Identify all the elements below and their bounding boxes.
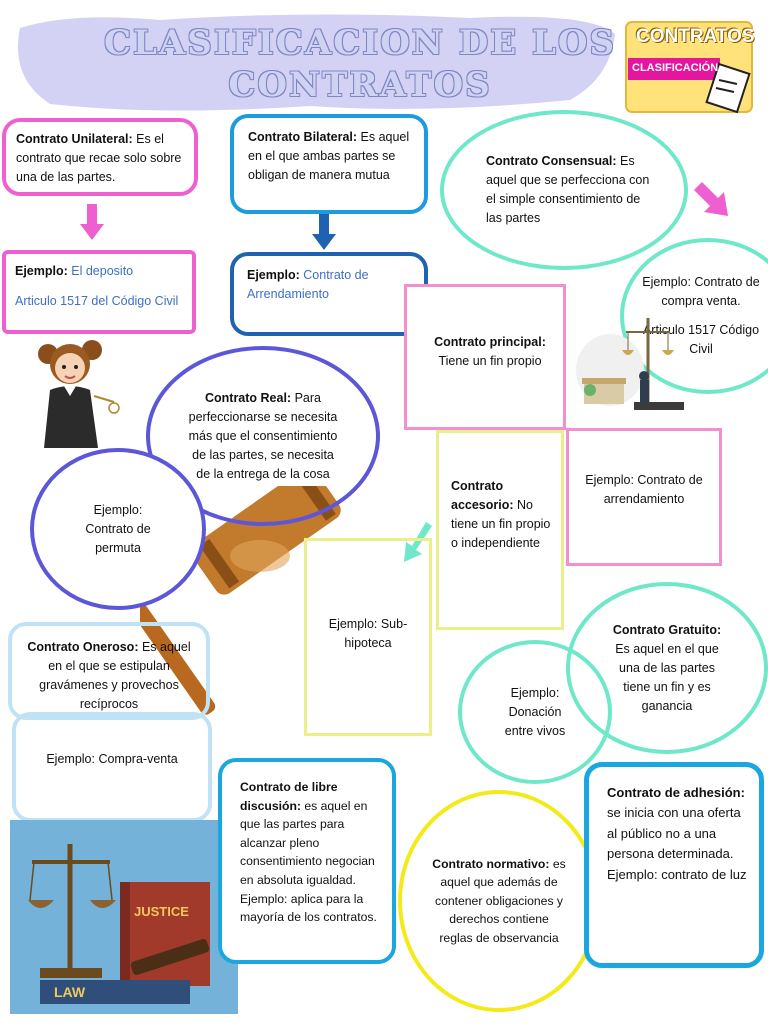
- unilateral-example-box: Ejemplo: El deposito Articulo 1517 del Código Civil: [2, 250, 196, 334]
- judge-girl-illustration: [34, 336, 124, 456]
- oneroso-box: Contrato Oneroso: Es aquel en el que se estipulan gravámenes y provechos recíprocos: [8, 622, 210, 720]
- bilateral-example-box: Ejemplo: Contrato de Arrendamiento: [230, 252, 428, 336]
- consensual-oval: Contrato Consensual: Es aquel que se perfecciona con el simple consentimiento de las partes: [440, 110, 688, 270]
- badge-top: CONTRATOS: [636, 26, 755, 47]
- book-spine-label: JUSTICE: [134, 904, 189, 919]
- accesorio-box: Contrato accesorio: No tiene un fin propio o independiente: [436, 430, 564, 630]
- real-oval: Contrato Real: Para perfeccionarse se necesita más que el consentimiento de las partes, se necesita de la entrega de la cosa: [146, 346, 380, 526]
- principal-example-box: Ejemplo: Contrato de arrendamiento: [566, 428, 722, 566]
- badge-bottom: CLASIFICACIÓN: [632, 62, 719, 74]
- oneroso-example-box: Ejemplo: Compra-venta: [12, 712, 212, 822]
- consensual-example-oval: Ejemplo: Contrato de compra venta. Articulo 1517 Código Civil: [620, 238, 768, 394]
- real-example-oval: Ejemplo: Contrato de permuta: [30, 448, 206, 610]
- gratuito-oval: Contrato Gratuito: Es aquel en el que una de las partes tiene un fin y es ganancia: [566, 582, 768, 754]
- contratos-badge: [622, 18, 756, 116]
- libre-discusion-box: Contrato de libre discusión: es aquel en que las partes para alcanzar pleno consentimiento negocian en absoluta igualdad. Ejemplo: aplica para la mayoría de los contratos.: [218, 758, 396, 964]
- justice-statue-illustration: [570, 310, 690, 414]
- arrow-down-icon: [312, 214, 336, 250]
- arrow-down-icon: [80, 204, 104, 240]
- principal-box: Contrato principal: Tiene un fin propio: [404, 284, 566, 430]
- law-scale-photo: [10, 820, 238, 1014]
- bilateral-box: Contrato Bilateral: Es aquel en el que ambas partes se obligan de manera mutua: [230, 114, 428, 214]
- page-title: CLASIFICACION DE LOS CONTRATOS: [103, 23, 617, 105]
- accesorio-example-box: Ejemplo: Sub-hipoteca: [304, 538, 432, 736]
- unilateral-box: Contrato Unilateral: Es el contrato que recae solo sobre una de las partes.: [2, 118, 198, 196]
- normativo-oval: Contrato normativo: es aquel que además de contener obligaciones y derechos contiene reglas de observancia: [398, 790, 600, 1012]
- gratuito-example-oval: Ejemplo: Donación entre vivos: [458, 640, 612, 784]
- arrow-down-right-icon: [692, 180, 732, 220]
- book-base-label: LAW: [54, 984, 86, 1000]
- adhesion-box: Contrato de adhesión: se inicia con una oferta al público no a una persona determinada. Ejemplo: contrato de luz: [584, 762, 764, 968]
